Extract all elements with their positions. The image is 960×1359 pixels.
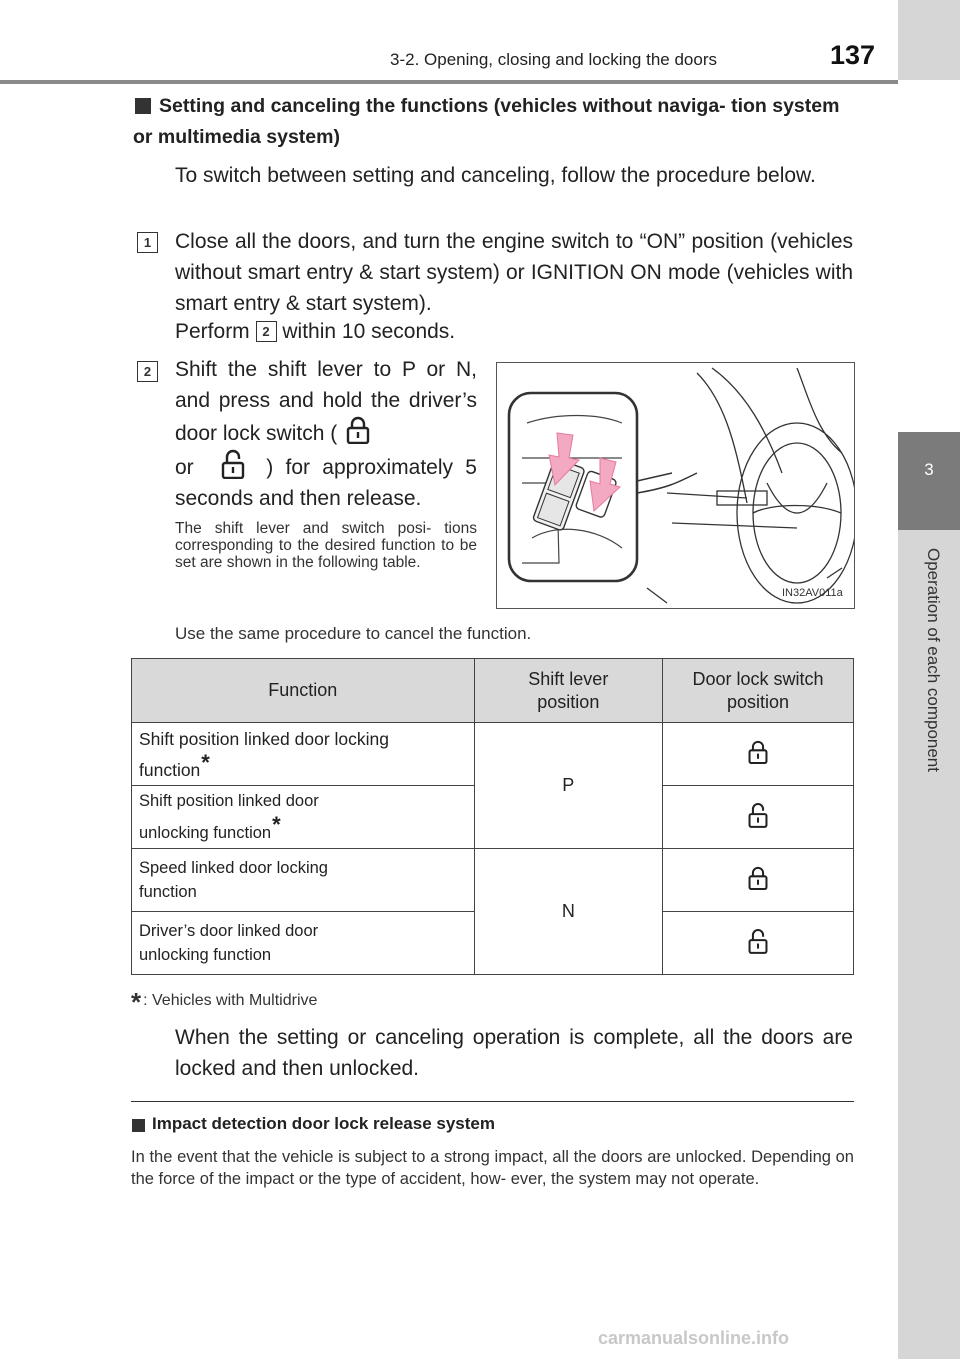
lock-icon [747,865,769,891]
lock-icon [345,416,371,444]
function-cell [132,849,475,912]
header-rule [0,80,898,84]
function-cell [132,723,475,786]
function-cell [132,912,475,975]
header-door-lock-switch [663,659,854,723]
car-interior-drawing [497,363,854,608]
illustration-code: IN32AV011a [782,587,843,599]
header-section-title: 3-2. Opening, closing and locking the doors [390,50,717,69]
header-door-lock-switch-text: Door lock switch position [692,668,824,712]
section-heading: Setting and canceling the functions (vehicles without naviga- tion system or multimedia system) [133,95,840,148]
section-divider [131,1101,854,1102]
footnote-text: : Vehicles with Multidrive [143,992,318,1009]
unlock-icon [747,801,769,829]
square-bullet-icon [131,1118,146,1133]
perform-suffix: within 10 seconds. [282,320,456,343]
lock-icon [747,739,769,765]
table-header-row [132,659,854,723]
table-row [132,849,854,912]
function-name: Shift position linked door locking function [139,728,390,780]
impact-detection-body: In the event that the vehicle is subject to a strong impact, all the doors are unlocked. Depending on the force of the impact or the type of accident, how- ever, the system may not operate. [131,1148,854,1188]
watermark: carmanualsonline.info [598,1328,790,1348]
chapter-number: 3 [924,460,934,479]
step-2-text-a: Shift the shift lever to P or N, and press and hold the driver’s door lock switch ( [175,358,477,445]
lock-cell [663,723,854,786]
step-2-text-or: or [175,456,194,479]
step-2-note: The shift lever and switch posi- tions corresponding to the desired function to be set are shown in the following table. [175,520,477,571]
step-2-number: 2 [137,361,158,382]
chapter-tab[interactable] [898,432,960,530]
header-function: Function [132,659,475,723]
header-shift-lever [474,659,663,723]
shift-position-n: N [474,849,663,975]
chapter-title: Operation of each component [924,548,943,772]
shift-position-p: P [474,723,663,849]
step-1-text: Close all the doors, and turn the engine switch to “ON” position (vehicles without smart entry & start system) or IGNITION ON mode (vehicles with smart entry & start system). [175,230,853,315]
footnote-marker: * [272,812,281,837]
function-name: Driver’s door linked door unlocking function [139,922,319,964]
function-name: Shift position linked door unlocking function [139,792,319,842]
function-name: Speed linked door locking function [139,859,328,901]
unlock-cell [663,786,854,849]
impact-detection-heading: Impact detection door lock release system [152,1114,495,1133]
completion-text: When the setting or canceling operation is complete, all the doors are locked and then unlocked. [175,1026,853,1080]
side-top-block [898,0,960,80]
function-table [131,658,854,975]
perform-prefix: Perform [175,320,250,343]
footnote-mark: * [131,987,142,1017]
intro-text: To switch between setting and canceling, follow the procedure below. [175,164,816,187]
unlock-icon [747,927,769,955]
footnote [131,981,318,1017]
section-heading-wrapper [133,91,853,153]
function-cell [132,786,475,849]
lock-cell [663,849,854,912]
table-row [132,723,854,786]
same-procedure-note: Use the same procedure to cancel the function. [175,624,532,643]
step-2-reference[interactable]: 2 [256,321,277,342]
unlock-cell [663,912,854,975]
step-2-text [175,354,477,514]
header-shift-lever-text: Shift lever position [528,668,609,712]
step-1-perform-line [175,316,455,347]
step-2-text-b: ) for approximately 5 seconds and then release. [175,456,477,510]
door-lock-switch-illustration [496,362,855,609]
footnote-marker: * [201,749,210,775]
page-number: 137 [830,40,876,70]
unlock-icon [220,449,246,479]
step-1-number: 1 [137,232,158,253]
